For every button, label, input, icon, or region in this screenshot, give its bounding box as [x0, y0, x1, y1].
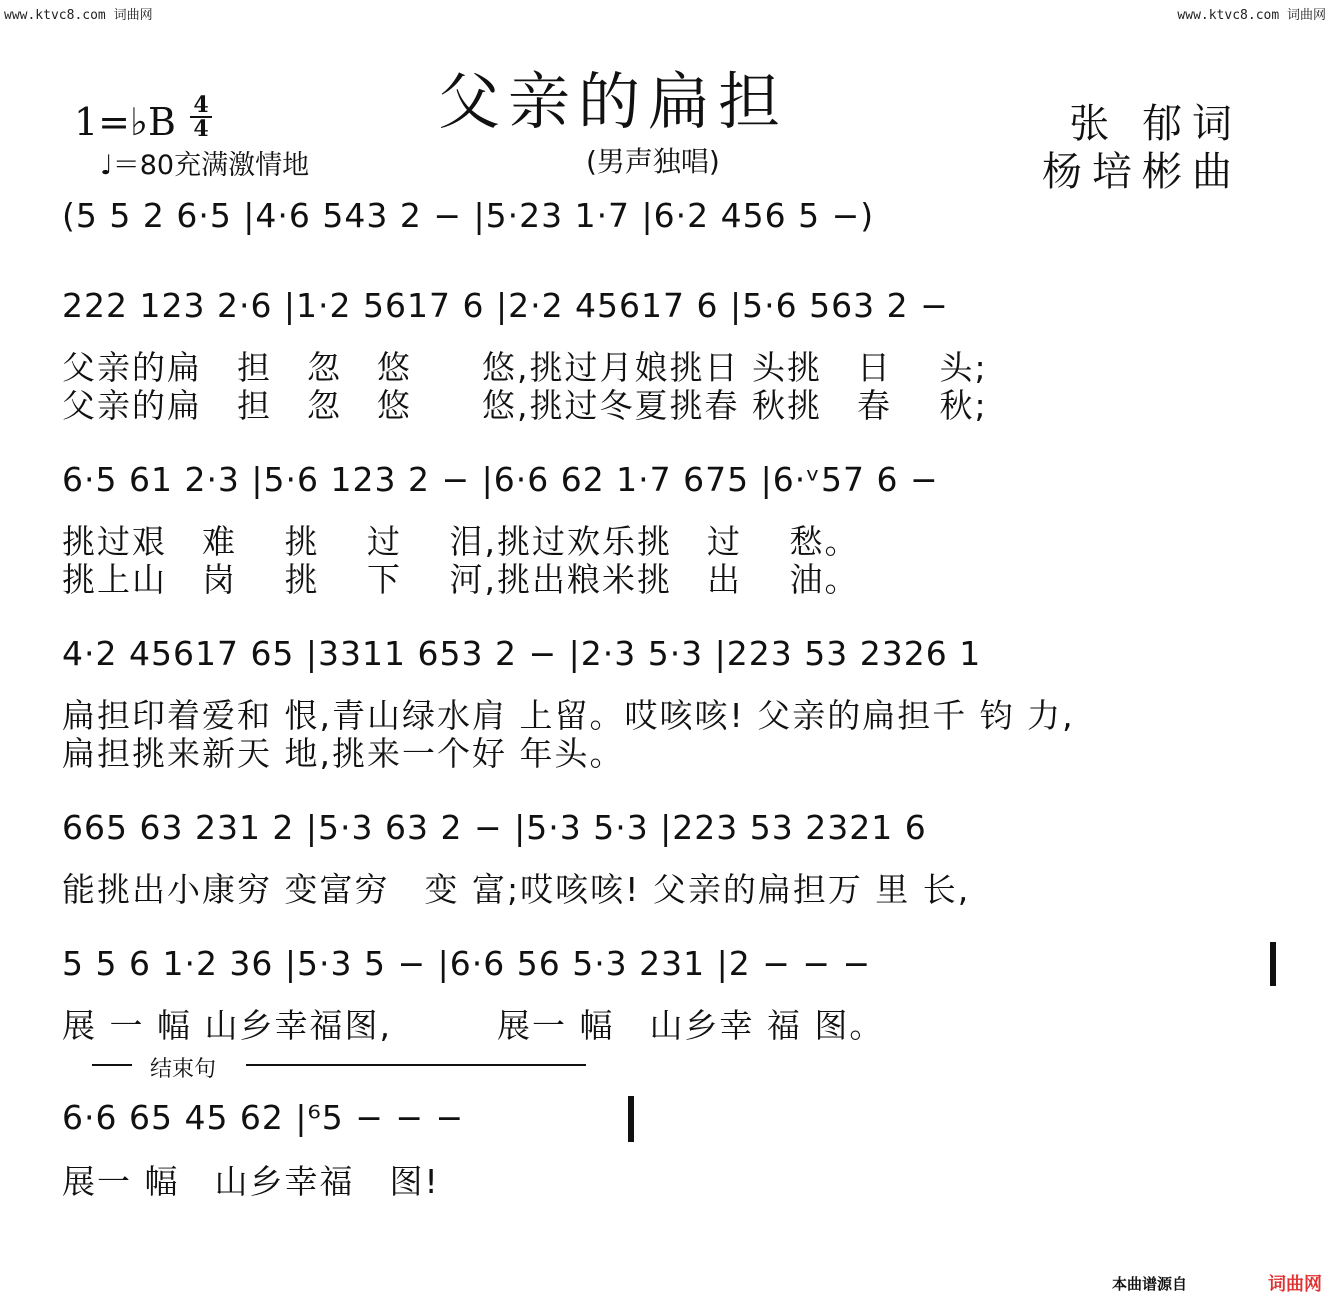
time-bottom: 4: [190, 116, 212, 140]
lyrics-verse-2: 挑上山 岗 挑 下 河,挑出粮米挑 出 油。: [62, 560, 860, 599]
lyrics-verse-2: 父亲的扁 担 忽 悠 悠,挑过冬夏挑春 秋挑 春 秋;: [62, 386, 988, 425]
notes: 222 123 2·6 |1·2 5617 6 |2·2 45617 6 |5·6 563 2 −: [62, 286, 949, 325]
notes: 6·6 65 45 62 |⁶5 − − −: [62, 1098, 465, 1137]
lyrics-verse-1: 展 一 幅 山乡幸福图, 展一 幅 山乡幸 福 图。: [62, 1006, 885, 1045]
notes: (5 5 2 6·5 |4·6 543 2 − |5·23 1·7 |6·2 456 5 −): [62, 196, 875, 235]
coda-bracket-right: [246, 1064, 586, 1066]
lyrics-verse-1: 展一 幅 山乡幸福 图!: [62, 1162, 440, 1201]
repeat-end-barline: [1270, 942, 1276, 986]
key-signature: 1=♭B: [74, 100, 176, 144]
subtitle: (男声独唱): [586, 145, 720, 178]
watermark-left: www.ktvc8.com 词曲网: [4, 8, 153, 23]
composer: 杨培彬曲: [1042, 149, 1242, 195]
time-top: 4: [193, 92, 209, 118]
lyricist: 张 郁词: [1069, 101, 1242, 147]
site-logo: 词曲网: [1268, 1274, 1322, 1295]
notes: 665 63 231 2 |5·3 63 2 − |5·3 5·3 |223 53 2321 6: [62, 808, 927, 847]
lyrics-verse-1: 父亲的扁 担 忽 悠 悠,挑过月娘挑日 头挑 日 头;: [62, 348, 988, 387]
lyrics-verse-1: 挑过艰 难 挑 过 泪,挑过欢乐挑 过 愁。: [62, 522, 860, 561]
watermark-right: www.ktvc8.com 词曲网: [1177, 8, 1326, 23]
lyrics-verse-1: 扁担印着爱和 恨,青山绿水肩 上留。哎咳咳! 父亲的扁担千 钧 力,: [62, 696, 1075, 735]
source-note: 本曲谱源自: [1112, 1275, 1188, 1293]
tempo-marking: ♩＝80充满激情地: [100, 150, 310, 181]
song-title: 父亲的扁担: [438, 65, 789, 138]
lyrics-verse-2: 扁担挑来新天 地,挑来一个好 年头。: [62, 734, 625, 773]
time-signature: [190, 94, 212, 140]
notes: 6·5 61 2·3 |5·6 123 2 − |6·6 62 1·7 675 |6·ᵛ57 6 −: [62, 460, 939, 499]
notes: 4·2 45617 65 |3311 653 2 − |2·3 5·3 |223 53 2326 1: [62, 634, 982, 673]
notes: 5 5 6 1·2 36 |5·3 5 − |6·6 56 5·3 231 |2 − − −: [62, 944, 872, 983]
coda-label: 结束句: [150, 1057, 217, 1082]
lyrics-verse-1: 能挑出小康穷 变富穷 变 富;哎咳咳! 父亲的扁担万 里 长,: [62, 870, 971, 909]
coda-bracket-left: [92, 1064, 132, 1066]
final-barline: [628, 1096, 634, 1142]
